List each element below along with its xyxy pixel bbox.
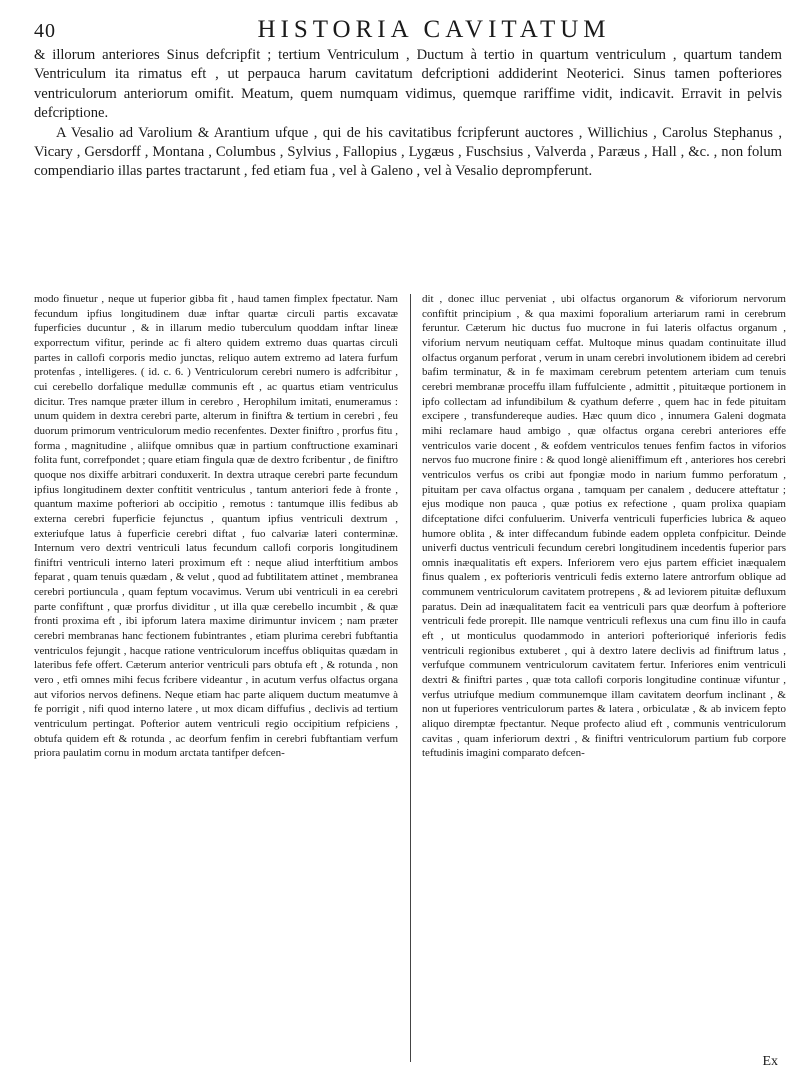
right-column [422,292,786,1062]
column-divider [410,294,411,1062]
page-header [34,14,774,44]
right-column-text: dit , donec illuc perveniat , ubi olfactus organorum & viforiorum nervorum confiftit principium , & qua maximi foporalium arteriarum rami in cerebrum feruntur. Cæterum hic ductus fuo mucrone in fui lateris olfactus organum , viforium nervum neutiquam ceffat. Multoque minus quadam continuitate illud olfactus organum perforat , verum in unam cerebri involutionem ibidem ad cerebri bafim terminatur, & in fe maximam cerebrum petentem arteriam cum tenuis cerebri membranæ proceffu illam fuffulciente , admittit , pituitæque portionem in ipfo collectam ad infundibilum & cyathum deferre , quem hac in fede pituitam excipere , transfundereque audies. Hæc quum dico , innumera Galeni dogmata mihi reclamare haud ambigo , quæ olfactus organa cerebri anteriores effe ventriculos varie docent , & eofdem ventriculos tenues fenfim factos in viforios nervos fuo mucrone finire : & quod longè alieniffimum eft , anteriores hos cerebri ventriculos verfus os cribi aut fpongiæ modo in narium fummo perforatum , pituitam per cava olfactus organa , tamquam per canalem , deducere atteftatur ; ejus modique non pauca , quæ potius ex refectione , quam prolixa quapiam difceptatione difci confuluerim. Univerfa ventriculi fuperficies lubrica & aqueo humore oblita , & inter diffecandum fubinde eadem oppleta confpicitur. Deinde univerfi ductus ventriculi fecundum cerebri longitudinem incedentis fuperior pars omnis inæqualitatis eft expers. Inferiorem vero ejus partem efficiet inæqualem finus qualem , ex pofterioris ventriculi fedis externo latere antrorfum oblique ad communem ventriculorum cavitatem protrepens , & ad leviorem pituitæ defluxum paratus. Dein ad inæqualitatem facit ea ventriculi pars quæ deorfum à pofteriore ventriculi fede prorepit. Ille namque ventriculi reflexus una cum finu illo in caufa eft , ut monticulus quodammodo in anteriori pofterioriqué inferioris fedis ventriculi regionibus extuberet , qui à dextro latere declivis ad finiftrum latus , verfufque communem ventriculorum cavitatem fertur. Inferiores enim ventriculi dextri & finiftri partes , quæ tota callofi corporis longitudine continuæ vifuntur , verfus utriufque medium communemque illam cavitatem deorfum inclinant , & non ut fuperiores ventriculorum partes & latera , orbiculatæ , & ab invicem fepto aliquo diremptæ fpectantur. Neque profecto aliud eft , communis ventriculorum cavitas , quam inferiorum dextri , & finiftri ventriculorum partium fub corpore teftudinis imagini comparato defcen- [422,293,786,760]
running-title: HISTORIA CAVITATUM [257,16,611,43]
intro-paragraph-1: & illorum anteriores Sinus defcripfit ; tertium Ventriculum , Ductum à tertio in quartum ventriculum , quartum tandem Ventriculum ita rimatus eft , ut perpauca harum cavitatum defcriptioni addiderint Neoterici. Sinus tamen pofteriores ventriculorum anteriorum omifit. Meatum, quem numquam vidimus, quemque rariffime vidit, indicavit. Erravit in pelvis defcriptione. [34,47,782,122]
left-column-text: modo finuetur , neque ut fuperior gibba fit , haud tamen fimplex fpectatur. Nam fecundum ipfius longitudinem duæ inftar quartæ circuli partis excavatæ fuperficies ducuntur , & in illarum medio tuberculum quoddam inftar lineæ exporrectum vifitur, perinde ac fi altero quidem extremo duas quartas circuli partes in callofi corporis medio junctas, reliquo autem extremo ad latera furfum protenfas , intelligeres. ( id. c. 6. ) Ventriculorum cerebri numero is adfcribitur , cui cerebello dorfalique medullæ communis eft , ac quartus etiam ventriculus dicitur. Tres namque præter illum in cerebro , Herophilum imitati, enumeramus : unum quidem in dextra cerebri parte, alterum in finiftra & tertium in cerebri , feu duorum primorum ventriculorum medio recenfentes. Dexter finiftro , prorfus fitu , forma , magnitudine , aliifque omnibus quæ in partium conftructione examinari folita funt, correfpondet ; quare etiam fingula quæ de dextro fcribentur , de finiftro quoque nos dixiffe arbitrari conduxerit. In dextra utraque cerebri parte fecundum ipfius longitudinem dexter conftitit ventriculus , tantum anteriori fede à fronte , quantum maxime pofteriori ab occipitio , remotus : tantumque illis fedibus ab externa cerebri fuperficie fejunctus , quantum ipfius ventriculi dextrum , exteriufque latus à fuperficie cerebri diftat , fuo calvariæ lateri conterminæ. Internum vero dextri ventriculi latus fecundum callofi corporis longitudinem finiftri ventriculi interno lateri proximum eft : neque aliud interftitium ambos feparat , quam tenuis quædam , & velut , quod ad fubtilitatem attinet , membranea cerebri portiuncula , quam feptum vocavimus. Verum ubi ventriculi in ea cerebri parte confiftunt , quæ prorfus dividitur , ut illa quæ cerebello incumbit , & quæ fronti proxima eft , ibi ipforum latera maxime dirimuntur invicem ; nam præter cerebri membranas hanc fectionem fubintrantes , etiam plurima cerebri fubftantia ventriculos fejungit , hacque ratione ventriculorum inceffus obliquitas quædam in lateribus fefe offert. Cæterum anterior ventriculi pars obtufa eft , & rotunda , non vero , etfi omnes mihi fecus fcribere videantur , in acutum verfus olfactus organa aut viforios nervos definens. Neque etiam hac parte aliquem ductum meatumve à fe porrigit , nifi quod interno latere , ut mox dicam diffufius , declivis ad tertium ventriculum pertingat. Pofterior autem ventriculi regio occipitium refpiciens , obtufa quidem eft & rotunda , ac deorfum fenfim in cerebri fubftantiam verfum priora paulatim cornu in modum arctata tantifper defcen- [34,293,398,760]
catchword: Ex [762,1054,778,1069]
intro-paragraph-2: A Vesalio ad Varolium & Arantium ufque , qui de his cavitatibus fcripferunt auctores , Willichius , Carolus Stephanus , Vicary , Gersdorff , Montana , Columbus , Sylvius , Fallopius , Lygæus , Fuschsius , Valverda , Paræus , Hall , &c. , non folum compendiario illas partes tractarunt , fed etiam fua , vel à Galeno , vel à Vesalio deprompferunt. [34,124,782,180]
left-column [34,292,398,1062]
page-number: 40 [34,20,56,42]
intro-section [34,46,782,182]
two-column-text [34,292,786,1062]
